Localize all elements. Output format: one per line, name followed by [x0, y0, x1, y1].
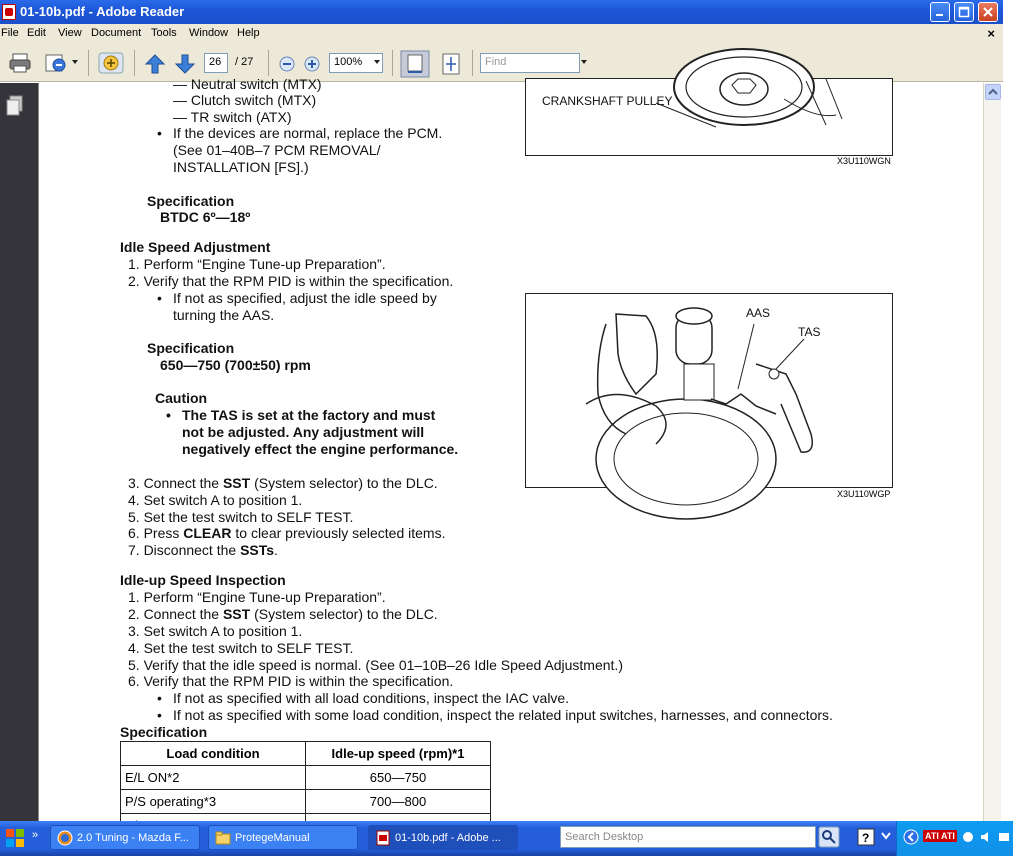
step-bold: SST	[222, 475, 251, 491]
crankshaft-figure	[525, 78, 893, 156]
list-item: 5. Verify that the idle speed is normal. (See 01–10B–26 Idle Speed Adjustment.)	[128, 657, 623, 673]
table-cell: E/L ON*2	[121, 766, 306, 790]
menu-edit[interactable]: Edit	[27, 27, 46, 39]
chevron-down-icon[interactable]	[374, 60, 382, 66]
menu-view[interactable]: View	[58, 27, 82, 39]
tray-expand-icon[interactable]	[903, 829, 919, 845]
step-text: (System selector) to the DLC.	[250, 475, 438, 491]
close-window-button[interactable]	[978, 2, 998, 22]
ati-tray-icon[interactable]: ATI ATI	[925, 831, 955, 841]
list-item: 6. Verify that the RPM PID is within the specification.	[128, 673, 454, 689]
help-icon[interactable]	[858, 828, 874, 846]
spec-value: BTDC 6º—18º	[160, 209, 251, 225]
taskbar	[0, 821, 1013, 856]
zoom-in-icon[interactable]	[303, 55, 321, 73]
list-item: 5. Set the test switch to SELF TEST.	[128, 509, 354, 525]
maximize-icon	[958, 6, 970, 18]
minimize-icon	[934, 6, 946, 18]
list-item	[128, 475, 438, 491]
title-bar	[0, 0, 1003, 24]
taskbar-button-label: 2.0 Tuning - Mazda F...	[77, 832, 189, 844]
chevron-down-icon[interactable]	[72, 60, 80, 66]
caution-text: The TAS is set at the factory and must	[182, 407, 436, 423]
toolbar	[0, 44, 1003, 82]
page-number-input[interactable]: 26	[204, 53, 228, 73]
taskbar-button-label: 01-10b.pdf - Adobe ...	[395, 832, 501, 844]
caution-label: Caution	[155, 390, 208, 406]
email-icon[interactable]	[44, 52, 70, 74]
bullet-point: •	[157, 690, 162, 706]
throttle-body-drawing	[526, 294, 892, 487]
menu-help[interactable]: Help	[237, 27, 260, 39]
list-item: 1. Perform “Engine Tune-up Preparation”.	[128, 589, 386, 605]
table-cell: P/S operating*3	[121, 790, 306, 814]
figure-label: CRANKSHAFT PULLEY	[542, 94, 673, 108]
table-header: Load condition	[121, 742, 306, 766]
list-item: 1. Perform “Engine Tune-up Preparation”.	[128, 256, 386, 272]
toolbar-separator	[392, 50, 393, 76]
bullet-point: •	[157, 290, 162, 306]
step-text: 3. Connect the	[128, 475, 223, 491]
doc-text: If not as specified with all load conditions, inspect the IAC valve.	[173, 690, 570, 706]
start-button[interactable]	[4, 827, 26, 849]
list-item	[128, 525, 445, 541]
scroll-up-button[interactable]	[985, 84, 1001, 100]
toolbar-separator	[134, 50, 135, 76]
document-view[interactable]	[38, 76, 983, 821]
list-item	[128, 606, 438, 622]
step-text: 2. Connect the	[128, 606, 223, 622]
browser-icon	[57, 830, 73, 846]
minimize-button[interactable]	[930, 2, 950, 22]
desktop-search-input[interactable]: Search Desktop	[560, 826, 816, 848]
spec-value: 650—750 (700±50) rpm	[160, 357, 311, 373]
aas-label: AAS	[746, 306, 771, 320]
list-item: — Neutral switch (MTX)	[173, 76, 322, 92]
step-bold: CLEAR	[183, 525, 232, 541]
list-item: — TR switch (ATX)	[173, 109, 292, 125]
step-text: 6. Press	[128, 525, 184, 541]
list-item: 4. Set the test switch to SELF TEST.	[128, 640, 354, 656]
doc-text: turning the AAS.	[173, 307, 275, 323]
tray-status-icon[interactable]	[997, 830, 1011, 844]
step-bold: SST	[222, 606, 251, 622]
step-text: (System selector) to the DLC.	[250, 606, 438, 622]
menu-document[interactable]: Document	[91, 27, 142, 39]
list-item: — Clutch switch (MTX)	[173, 92, 317, 108]
step-bold: SSTs	[240, 542, 275, 558]
maximize-button[interactable]	[954, 2, 974, 22]
system-tray	[896, 821, 1013, 856]
chevron-down-icon[interactable]	[581, 60, 589, 66]
toolbar-separator	[88, 50, 89, 76]
menu-bar	[0, 24, 1003, 44]
throttle-body-figure	[525, 293, 893, 488]
step-text: to clear previously selected items.	[231, 525, 446, 541]
list-item	[128, 542, 278, 558]
bullet-point: •	[157, 707, 162, 723]
zoom-value: 100%	[334, 56, 363, 68]
fit-width-icon[interactable]	[400, 50, 430, 78]
table-row	[121, 790, 491, 814]
fit-page-icon[interactable]	[438, 52, 464, 76]
figure-code: X3U110WGP	[837, 489, 891, 499]
crankshaft-pulley-drawing	[526, 79, 892, 155]
bullet-point: •	[166, 407, 171, 423]
list-item: 3. Set switch A to position 1.	[128, 623, 303, 639]
print-icon[interactable]	[8, 52, 32, 74]
search-icon[interactable]	[819, 827, 839, 847]
quick-launch-chevron-icon[interactable]: »	[32, 829, 39, 841]
close-icon	[982, 6, 994, 18]
find-input[interactable]: Find	[480, 53, 580, 73]
taskbar-button-adobe[interactable]	[368, 825, 518, 850]
bullet-point: •	[157, 125, 162, 141]
tas-label: TAS	[798, 325, 821, 339]
table-row	[121, 766, 491, 790]
taskbar-button-firefox[interactable]	[50, 825, 200, 850]
table-cell: 700—800	[306, 790, 491, 814]
table-header-row	[121, 742, 491, 766]
step-text: .	[274, 542, 278, 558]
spec-label: Specification	[120, 724, 208, 740]
pages-panel-icon[interactable]	[6, 95, 24, 117]
section-heading: Idle Speed Adjustment	[120, 239, 271, 255]
next-page-icon[interactable]	[174, 53, 196, 75]
toolbar-separator	[472, 50, 473, 76]
section-heading: Idle-up Speed Inspection	[120, 572, 286, 588]
network-icon[interactable]	[961, 830, 975, 844]
caution-text: not be adjusted. Any adjustment will	[182, 424, 425, 440]
doc-text: INSTALLATION [FS].)	[173, 159, 309, 175]
caution-text: negatively effect the engine performance.	[182, 441, 459, 457]
page-count: / 27	[235, 56, 254, 68]
list-item: 4. Set switch A to position 1.	[128, 492, 303, 508]
svg-text:?: ?	[862, 831, 870, 845]
taskbar-button-label: ProtegeManual	[235, 832, 310, 844]
step-text: 7. Disconnect the	[128, 542, 241, 558]
chevron-up-icon	[986, 85, 1000, 99]
table-cell: 650—750	[306, 766, 491, 790]
toolbar-separator	[268, 50, 269, 76]
volume-icon[interactable]	[979, 830, 993, 844]
window-title: 01-10b.pdf - Adobe Reader	[20, 4, 185, 19]
previous-page-icon[interactable]	[144, 53, 166, 75]
folder-icon	[215, 830, 231, 846]
doc-text: (See 01–40B–7 PCM REMOVAL/	[173, 142, 381, 158]
chevron-down-icon[interactable]	[880, 829, 892, 843]
menu-tools[interactable]: Tools	[151, 27, 177, 39]
spec-label: Specification	[147, 193, 235, 209]
zoom-out-icon[interactable]	[278, 55, 296, 73]
taskbar-button-folder[interactable]	[208, 825, 358, 850]
vertical-scrollbar[interactable]	[983, 83, 1001, 821]
list-item: 2. Verify that the RPM PID is within the specification.	[128, 273, 454, 289]
close-document-button[interactable]: ×	[987, 26, 995, 41]
spec-label: Specification	[147, 340, 235, 356]
hand-tool-icon[interactable]	[97, 51, 125, 75]
doc-text: If the devices are normal, replace the PCM.	[173, 125, 443, 141]
pdf-icon	[375, 830, 391, 846]
navigation-panel	[0, 83, 38, 821]
menu-window[interactable]: Window	[189, 27, 229, 39]
adobe-reader-icon	[2, 4, 16, 20]
doc-text: If not as specified, adjust the idle speed by	[173, 290, 437, 306]
figure-code: X3U110WGN	[837, 156, 891, 166]
table-header: Idle-up speed (rpm)*1	[306, 742, 491, 766]
doc-text: If not as specified with some load condition, inspect the related input switches, harnesses, and connectors.	[173, 707, 833, 723]
menu-file[interactable]: File	[1, 27, 19, 39]
